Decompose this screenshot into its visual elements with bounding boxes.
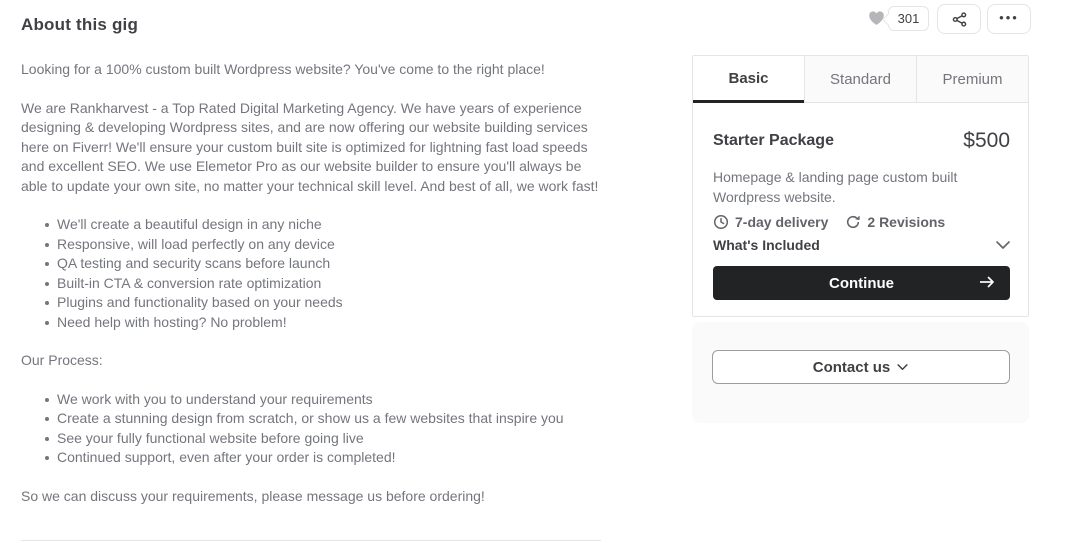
pricing-card [692, 55, 1029, 317]
arrow-right-icon [978, 274, 996, 290]
package-details [693, 103, 1028, 315]
list-item: Create a stunning design from scratch, or show us a few websites that inspire you [45, 409, 602, 429]
likes-count-badge [888, 6, 929, 31]
list-item: Plugins and functionality based on your needs [45, 293, 602, 313]
package-name: Starter Package [713, 132, 834, 149]
list-item: Need help with hosting? No problem! [45, 313, 602, 333]
whats-included-label: What's Included [713, 237, 820, 253]
list-item: We work with you to understand your requirements [45, 390, 602, 410]
whats-included-toggle[interactable] [713, 237, 1010, 253]
list-item: Continued support, even after your order is completed! [45, 448, 602, 468]
clock-icon [713, 214, 729, 230]
list-item: Built-in CTA & conversion rate optimization [45, 274, 602, 294]
list-item: See your fully functional website before going live [45, 429, 602, 449]
section-divider [21, 540, 601, 541]
tab-premium[interactable]: Premium [916, 56, 1028, 103]
contact-us-label: Contact us [812, 358, 891, 376]
intro-paragraph: Looking for a 100% custom built Wordpress website? You've come to the right place! [21, 61, 545, 77]
page-title: About this gig [21, 15, 139, 34]
body-paragraph: We are Rankharvest - a Top Rated Digital Marketing Agency. We have years of experience designing & developing Wordpress sites, and are now offering our website building services here on Fiverr! We'll ensure your custom built site is optimized for lightning fast load speeds and excellent SEO. We use Elemetor Pro as our website builder to ensure you'll always be able to update your own site, no matter your technical skill level. And best of all, we work fast! [21, 99, 599, 194]
revisions [845, 214, 945, 230]
continue-button[interactable] [713, 266, 1010, 300]
gig-description-section [21, 14, 602, 506]
list-item: QA testing and security scans before launch [45, 254, 602, 274]
chevron-down-icon [897, 364, 908, 371]
tab-basic[interactable]: Basic [693, 56, 804, 103]
package-price: $500 [963, 129, 1010, 152]
package-meta-row [713, 214, 1010, 230]
package-description: Homepage & landing page custom built Wordpress website. [713, 169, 958, 205]
more-options-icon: ••• [999, 9, 1019, 25]
continue-label: Continue [829, 274, 894, 292]
contact-us-button[interactable] [712, 350, 1010, 384]
delivery-time-label: 7-day delivery [735, 214, 829, 230]
process-list [21, 390, 602, 468]
contact-card [692, 322, 1029, 423]
delivery-time [713, 214, 828, 230]
revisions-label: 2 Revisions [867, 214, 946, 230]
list-item: We'll create a beautiful design in any niche [45, 215, 602, 235]
package-header-row [713, 129, 1010, 153]
share-icon [951, 11, 968, 28]
tab-standard[interactable]: Standard [804, 56, 916, 103]
closing-paragraph: So we can discuss your requirements, please message us before ordering! [21, 487, 485, 504]
revisions-icon [845, 214, 861, 230]
more-options-button[interactable] [987, 4, 1031, 34]
package-tabs [693, 56, 1028, 103]
list-item: Responsive, will load perfectly on any device [45, 235, 602, 255]
feature-list [21, 215, 602, 332]
share-button[interactable] [937, 4, 981, 34]
process-label: Our Process: [21, 352, 103, 368]
likes-count: 301 [897, 11, 920, 26]
chevron-down-icon [996, 241, 1010, 250]
